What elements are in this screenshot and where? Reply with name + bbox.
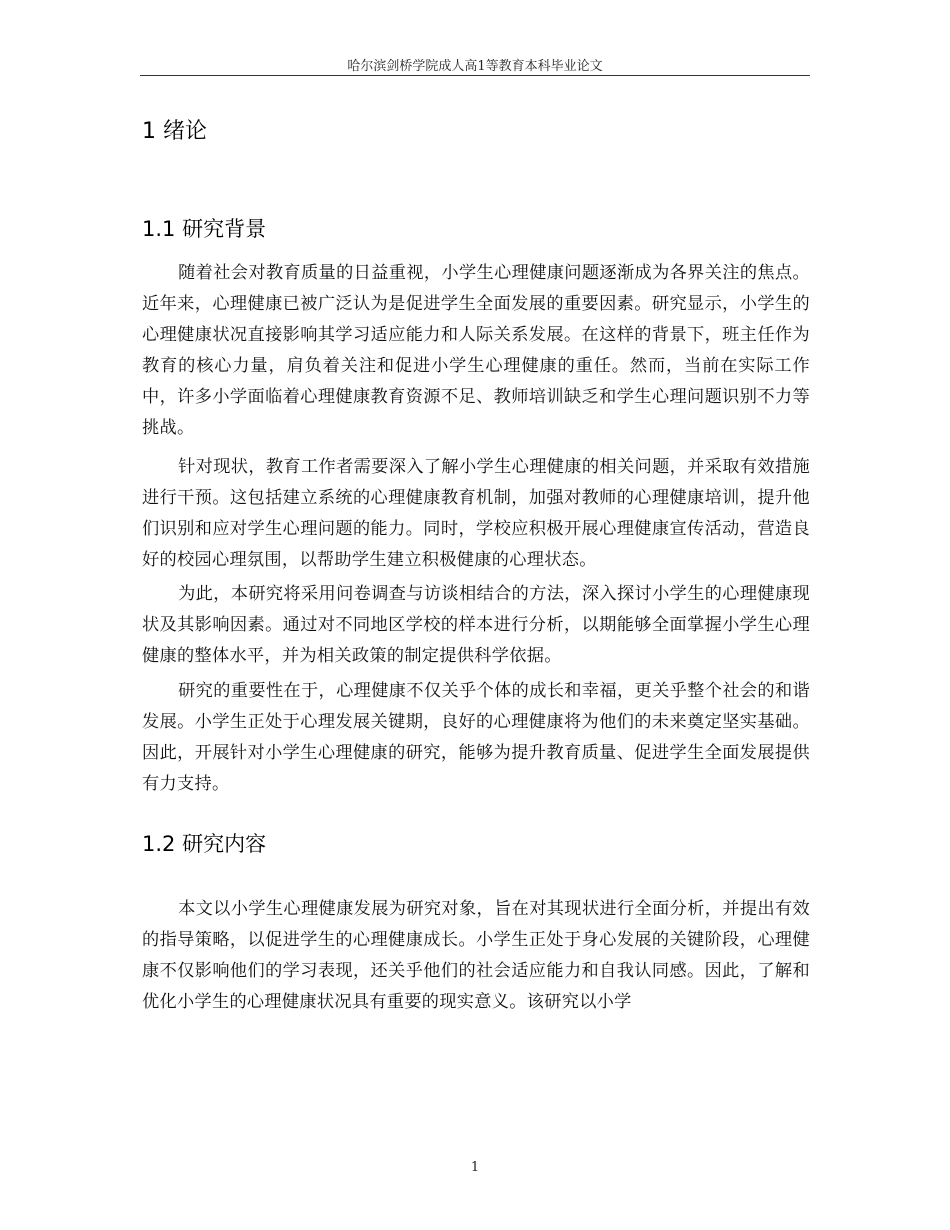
section-title-content: 1.2 研究内容	[142, 832, 267, 856]
section-title-background: 1.1 研究背景	[142, 217, 267, 241]
paragraph: 针对现状，教育工作者需要深入了解小学生心理健康的相关问题，并采取有效措施进行干预。这包括建立系统的心理健康教育机制，加强对教师的心理健康培训，提升他们识别和应对学生心理问题的能力。同时，学校应积极开展心理健康宣传活动，营造良好的校园心理氛围，以帮助学生建立积极健康的心理状态。	[142, 457, 810, 570]
paragraph: 本文以小学生心理健康发展为研究对象，旨在对其现状进行全面分析，并提出有效的指导策略，以促进学生的心理健康成长。小学生正处于身心发展的关键阶段，心理健康不仅影响他们的学习表现，还关乎他们的社会适应能力和自我认同感。因此，了解和优化小学生的心理健康状况具有重要的现实意义。该研究以小学	[142, 899, 810, 1012]
paragraph: 研究的重要性在于，心理健康不仅关乎个体的成长和幸福，更关乎整个社会的和谐发展。小学生正处于心理发展关键期，良好的心理健康将为他们的未来奠定坚实基础。因此，开展针对小学生心理健康的研究，能够为提升教育质量、促进学生全面发展提供有力支持。	[142, 681, 810, 794]
paragraph: 为此，本研究将采用问卷调查与访谈相结合的方法，深入探讨小学生的心理健康现状及其影响因素。通过对不同地区学校的样本进行分析，以期能够全面掌握小学生心理健康的整体水平，并为相关政策的制定提供科学依据。	[142, 584, 810, 666]
paragraph: 随着社会对教育质量的日益重视，小学生心理健康问题逐渐成为各界关注的焦点。近年来，心理健康已被广泛认为是促进学生全面发展的重要因素。研究显示，小学生的心理健康状况直接影响其学习适应能力和人际关系发展。在这样的背景下，班主任作为教育的核心力量，肩负着关注和促进小学生心理健康的重任。然而，当前在实际工作中，许多小学面临着心理健康教育资源不足、教师培训缺乏和学生心理问题识别不力等挑战。	[142, 263, 810, 438]
page-number: 1	[470, 1160, 480, 1175]
running-header: 哈尔滨剑桥学院成人高1等教育本科毕业论文	[347, 59, 603, 74]
header-divider	[140, 75, 810, 76]
chapter-title: 1 绪论	[142, 119, 207, 144]
